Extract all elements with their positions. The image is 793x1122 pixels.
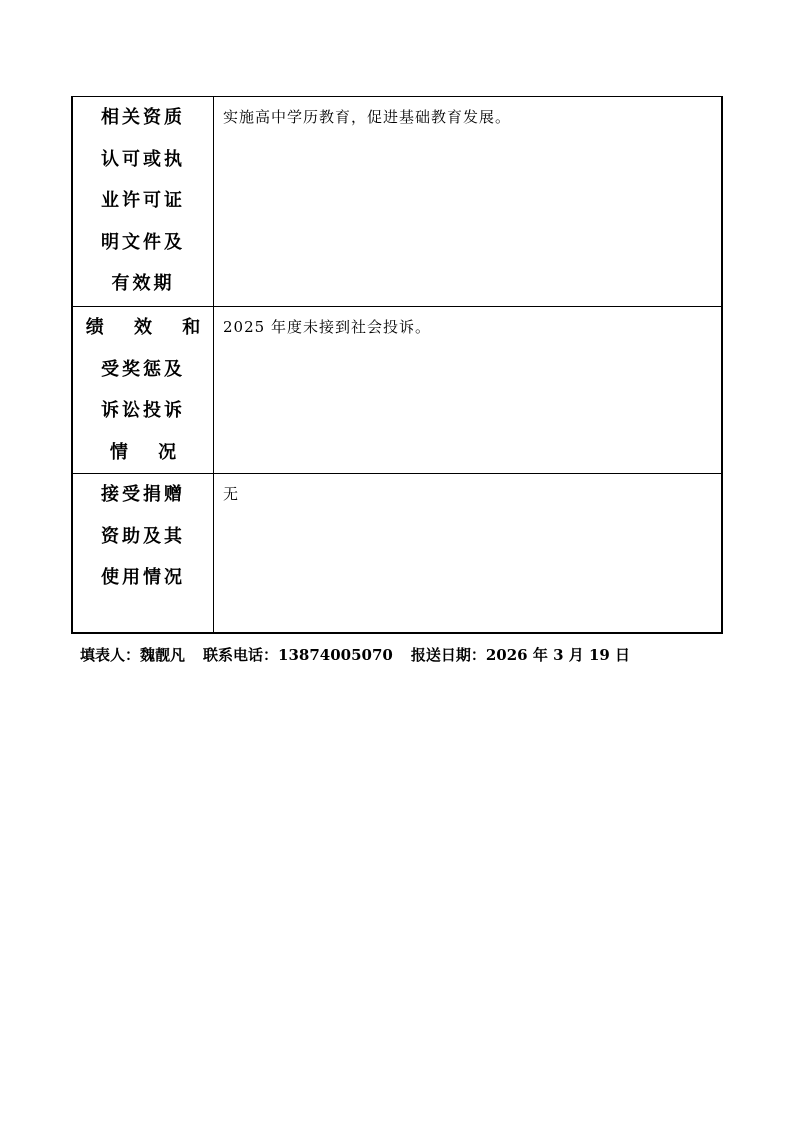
row-value-donations — [214, 474, 723, 633]
footer-line — [80, 644, 720, 666]
label-line: 资助及其 — [101, 525, 185, 547]
label-line: 使用情况 — [101, 567, 185, 588]
row-value-performance — [214, 307, 723, 474]
date-value: 2026 年 3 月 19 日 — [485, 646, 631, 664]
row-label-performance — [72, 307, 214, 474]
label-line: 诉讼投诉 — [101, 400, 185, 421]
table-row-donations — [72, 474, 722, 633]
date-label: 报送日期： — [410, 646, 486, 664]
label-line: 绩 效 和 — [85, 317, 213, 338]
phone-value: 13874005070 — [278, 646, 393, 664]
row-label-donations — [72, 474, 214, 633]
label-line: 业许可证 — [101, 190, 185, 211]
value-text: 无 — [223, 485, 240, 503]
report-table — [71, 96, 723, 634]
table-row-qualifications — [72, 97, 722, 307]
phone-label: 联系电话： — [203, 646, 279, 664]
value-text: 实施高中学历教育，促进基础教育发展。 — [223, 108, 512, 126]
label-line: 认可或执 — [101, 148, 185, 170]
label-line: 明文件及 — [101, 231, 185, 253]
label-line: 相关资质 — [101, 107, 185, 128]
label-line: 有效期 — [111, 273, 175, 294]
label-line: 受奖惩及 — [101, 358, 185, 380]
label-line: 接受捐赠 — [101, 484, 185, 505]
preparer-name: 魏靓凡 — [140, 646, 186, 664]
label-line: 情 况 — [109, 441, 189, 463]
table-row-performance — [72, 307, 722, 474]
value-text: 2025 年度未接到社会投诉。 — [223, 318, 431, 336]
row-label-qualifications — [72, 97, 214, 307]
row-value-qualifications — [214, 97, 723, 307]
preparer-label: 填表人： — [80, 646, 141, 664]
